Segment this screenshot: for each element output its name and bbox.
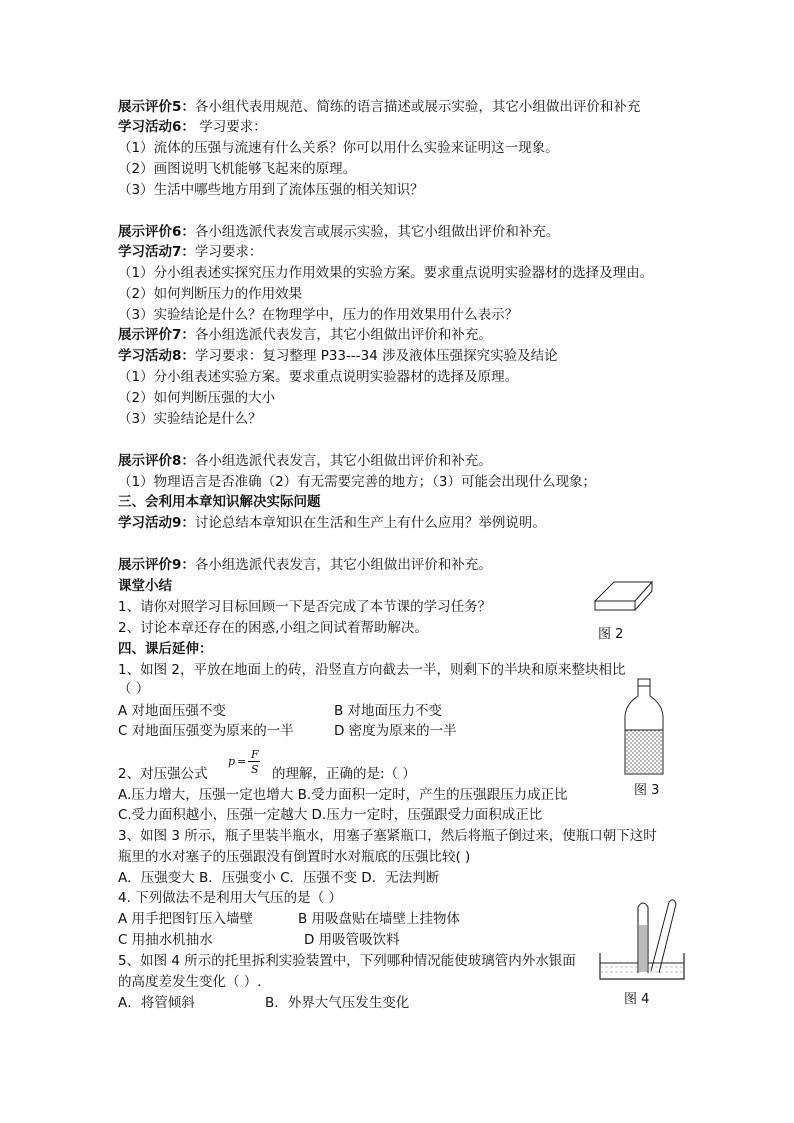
line-a6-q1: （1）流体的压强与流速有什么关系？你可以用什么实验来证明这一现象。 xyxy=(118,140,559,156)
figure-4-torricelli xyxy=(598,893,688,985)
line-a7-q1: （1）分小组表述实探究压力作用效果的实验方案。要求重点说明实验器材的选择及理由。 xyxy=(118,265,654,281)
q4-option-b: B 用吸盘贴在墙壁上挂物体 xyxy=(298,911,461,927)
line-a7-q2: （2）如何判断压力的作用效果 xyxy=(118,286,303,302)
question-1-blank: （ ） xyxy=(118,681,150,697)
question-2-suffix: 的理解，正确的是:（ ） xyxy=(272,766,416,782)
figure-3-label: 图 3 xyxy=(634,783,660,798)
q5-option-a: A．将管倾斜 xyxy=(118,995,195,1011)
line-a7-q3: （3）实验结论是什么？在物理学中，压力的作用效果用什么表示？ xyxy=(118,307,519,323)
review-8-text: 各小组选派代表发言，其它小组做出评价和补充。 xyxy=(194,453,492,469)
question-4: 4. 下列做法不是利用大气压的是（ ） xyxy=(118,890,342,906)
q2-options-ab: A.压力增大，压强一定也增大 B.受力面积一定时，产生的压强跟压力成正比 xyxy=(118,787,568,803)
formula-numerator: F xyxy=(251,748,259,761)
question-3: 3、如图 3 所示，瓶子里装半瓶水，用塞子塞紧瓶口，然后将瓶子倒过来，使瓶口朝下这时 xyxy=(118,828,657,844)
q3-options: A．压强变大 B．压强变小 C．压强不变 D．无法判断 xyxy=(118,870,440,886)
q4-option-c: C 用抽水机抽水 xyxy=(118,932,213,948)
activity-9-text: 讨论总结本章知识在生活和生产上有什么应用？举例说明。 xyxy=(194,515,546,531)
class-summary-heading: 课堂小结 xyxy=(118,578,172,594)
activity-6-text: 学习要求： xyxy=(194,119,267,135)
line-review-6 xyxy=(118,223,559,241)
q1-option-a: A 对地面压强不变 xyxy=(118,703,227,719)
q2-options-cd: C.受力面积越小，压强一定越大 D.压力一定时，压强跟受力面积成正比 xyxy=(118,807,543,823)
line-a6-q3: （3）生活中哪些地方用到了流体压强的相关知识？ xyxy=(118,182,424,198)
review-7-label: 展示评价7： xyxy=(118,327,195,343)
question-2-prefix: 2、对压强公式 xyxy=(118,766,208,782)
review-6-label: 展示评价6： xyxy=(118,224,195,240)
line-activity-6 xyxy=(118,118,267,136)
activity-8-label: 学习活动8： xyxy=(118,348,195,364)
line-a8-q3: （3）实验结论是什么？ xyxy=(118,411,262,427)
review-5-label: 展示评价5： xyxy=(118,99,195,115)
figure-2-label: 图 2 xyxy=(598,627,624,642)
summary-item-2: 2、讨论本章还存在的困惑,小组之间试着帮助解决。 xyxy=(118,620,428,636)
formula-denominator: S xyxy=(251,763,259,776)
q1-option-b: B 对地面压力不变 xyxy=(334,703,443,719)
activity-7-text: 学习要求： xyxy=(194,244,263,260)
question-3-cont: 瓶里的水对塞子的压强跟没有倒置时水对瓶底的压强比较( ) xyxy=(118,849,471,865)
formula-lhs: p xyxy=(228,755,236,768)
review-9-text: 各小组选派代表发言，其它小组做出评价和补充。 xyxy=(194,557,492,573)
q4-option-d: D 用吸管吸饮料 xyxy=(304,932,400,948)
review-5-text: 各小组代表用规范、简练的语言描述或展示实验，其它小组做出评价和补充 xyxy=(194,99,641,115)
section-heading-4: 四、课后延伸： xyxy=(118,641,213,657)
question-5-cont: 的高度差发生变化（ ）. xyxy=(118,974,262,990)
question-1: 1、如图 2，平放在地面上的砖，沿竖直方向截去一半，则剩下的半块和原来整块相比 xyxy=(118,662,626,678)
line-review-7 xyxy=(118,326,492,344)
activity-7-label: 学习活动7： xyxy=(118,244,195,260)
figure-3-bottle xyxy=(622,678,666,776)
line-review-8 xyxy=(118,452,492,470)
line-review-5 xyxy=(118,98,640,116)
activity-6-label: 学习活动6： xyxy=(118,119,195,135)
figure-2-brick xyxy=(594,574,654,616)
q4-option-a: A 用手把图钉压入墙壁 xyxy=(118,911,254,927)
summary-item-1: 1、请你对照学习目标回顾一下是否完成了本节课的学习任务？ xyxy=(118,599,492,615)
line-a8-q2: （2）如何判断压强的大小 xyxy=(118,390,276,406)
line-a6-q2: （2）画图说明飞机能够飞起来的原理。 xyxy=(118,161,357,177)
q1-option-d: D 密度为原来的一半 xyxy=(334,723,457,739)
review-7-text: 各小组选派代表发言，其它小组做出评价和补充。 xyxy=(194,327,492,343)
q1-option-c: C 对地面压强变为原来的一半 xyxy=(118,723,294,739)
review-8-label: 展示评价8： xyxy=(118,453,195,469)
line-review-8-points: （1）物理语言是否准确（2）有无需要完善的地方；（3）可能会出现什么现象； xyxy=(118,474,597,490)
formula-equals: = xyxy=(237,755,247,768)
review-9-label: 展示评价9： xyxy=(118,557,195,573)
q5-option-b: B．外界大气压发生变化 xyxy=(265,995,410,1011)
activity-8-text: 学习要求：复习整理 P33---34 涉及液体压强探究实验及结论 xyxy=(194,348,558,364)
activity-9-label: 学习活动9： xyxy=(118,515,195,531)
line-activity-8 xyxy=(118,347,558,365)
line-review-9 xyxy=(118,556,492,574)
line-activity-9 xyxy=(118,514,546,532)
line-activity-7 xyxy=(118,243,262,261)
formula-fraction-bar xyxy=(248,761,260,762)
line-a8-q1: （1）分小组表述实验方案。要求重点说明实验器材的选择及原理。 xyxy=(118,369,519,385)
review-6-text: 各小组选派代表发言或展示实验，其它小组做出评价和补充。 xyxy=(194,224,560,240)
figure-4-label: 图 4 xyxy=(624,992,650,1007)
section-heading-3: 三、会利用本章知识解决实际问题 xyxy=(118,494,321,510)
question-5: 5、如图 4 所示的托里拆利实验装置中，下列哪种情况能使玻璃管内外水银面 xyxy=(118,953,576,969)
